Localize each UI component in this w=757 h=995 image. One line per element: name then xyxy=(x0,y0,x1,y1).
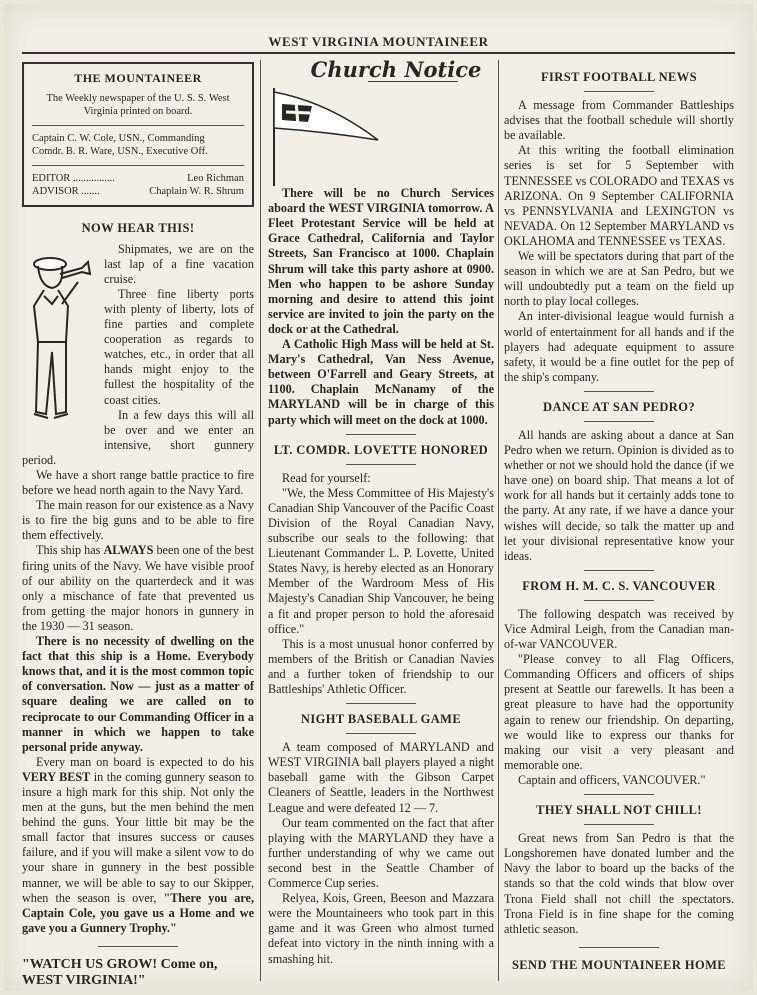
dance-paragraph: All hands are asking about a dance at San Pedro when we return. Opinion is divided as to whether or not we should hold the dance (if we have one) on board ship. That means a lot of work for all hands but it certainly adds tone to the party. At any rate, if we have a dance your wishes will decide, so talk the matter up and let your divisional representative know your ideas. xyxy=(504,427,734,563)
football-paragraph: An inter-divisional league would furnish a world of entertainment for all hands and if the players had adequate equipment to assure safety, it would be a fine outlet for the pep of the ship's company. xyxy=(504,309,734,384)
church-pennant-icon xyxy=(268,82,494,186)
football-paragraph: We will be spectators during that part of the season in which we are at San Pedro, but we will undoubtedly put a team on the field up north to play local colleges. xyxy=(504,249,734,309)
nht-text: in the coming gunnery season to insure a high mark for this ship. Not only the men at the guns, but the men behind the men behind the guns. Your little bit may be the small factor that insures success or causes failure, and if you will make a silent vow to do your share in gunnery in the best possible manner, we will be able to say to our Skipper, when the season is over, xyxy=(22,769,254,905)
church-notice-title: Church Notice xyxy=(310,57,482,82)
church-pennant xyxy=(268,82,494,186)
section-rule xyxy=(579,947,659,948)
chill-paragraph: Great news from San Pedro is that the Longshoremen have donated lumber and the Navy the labor to board up the backs of the stands so that the cold winds that blow over Trona Field shall not chill the spectators. Trona Field is in fine shape for the coming athletic season. xyxy=(504,831,734,936)
football-heading: FIRST FOOTBALL NEWS xyxy=(540,70,698,84)
info-box-divider xyxy=(32,125,244,126)
column-1 xyxy=(22,62,254,989)
section-rule xyxy=(584,91,654,92)
dance-heading: DANCE AT SAN PEDRO? xyxy=(543,399,695,414)
nht-paragraph: We have a short range battle practice to fire before we head north again to the Navy Yard. xyxy=(22,468,254,498)
masthead-rule xyxy=(22,52,735,54)
baseball-paragraph: Our team commented on the fact that after playing with the MARYLAND they have a further understanding of why we came out second best in the Seattle Chamber of Commerce Cup series. xyxy=(268,815,494,891)
footer-slogan: SEND THE MOUNTAINEER HOME xyxy=(511,957,727,972)
info-box-divider xyxy=(32,165,244,166)
nht-paragraph xyxy=(22,543,254,634)
lovette-paragraph: Read for yourself: xyxy=(282,470,371,485)
section-rule xyxy=(98,946,178,947)
sailor-bugler-icon xyxy=(22,242,98,452)
advisor-label: ADVISOR ....... xyxy=(32,186,100,197)
vancouver-heading: FROM H. M. C. S. VANCOUVER xyxy=(522,578,716,593)
info-box xyxy=(22,62,254,207)
nht-text: Every man on board is expected to do his xyxy=(36,754,254,769)
nht-paragraph xyxy=(22,755,254,936)
church-paragraph: A Catholic High Mass will be held at St. Mary's Cathedral, Van Ness Avenue, between O'Farrell and Geary Streets, at 1100. Chaplain McNanamy of the MARYLAND will be in charge of this party which will meet on the dock at 1000. xyxy=(268,337,494,427)
nht-emphasis: VERY BEST xyxy=(22,769,91,784)
section-rule xyxy=(346,434,416,435)
baseball-paragraph: A team composed of MARYLAND and WEST VIRGINIA ball players played a night baseball game with the Gibson Carpet Cleaners of Seattle, leaders in the Northwest League and were defeated 12 — 7. xyxy=(268,740,494,815)
vancouver-paragraph: Captain and officers, VANCOUVER." xyxy=(518,772,706,787)
advisor-name: Chaplain W. R. Shrum xyxy=(149,186,244,197)
nht-emphasis: ALWAYS xyxy=(103,543,154,558)
church-paragraph: There will be no Church Services aboard the WEST VIRGINIA tomorrow. A Fleet Protestant Service will be held at Grace Cathedral, California and Taylor Streets, San Francisco at 1000. Chaplain Shrum will take this party ashore at 0900. Men who happen to be ashore Sunday morning and desire to attend this joint service are invited to join the party on the dock or at the Cathedral. xyxy=(268,186,494,336)
column-divider-2 xyxy=(498,60,499,981)
lovette-paragraph: "We, the Mess Committee of His Majesty's Canadian Ship Vancouver of the Pacific Coast Division of the Royal Canadian Navy, subscribe our seals to the following: that Lieutenant Commander L. P. Lovette, United States Navy, is hereby elected as an Honorary Member of the Wardroom Mess of His Majesty's Canadian Ship Vancouver, he being a fit and proper person to hold the aforesaid office." xyxy=(268,485,494,636)
column-3 xyxy=(504,62,734,979)
section-rule xyxy=(584,600,654,601)
nht-text: This ship has xyxy=(36,543,104,558)
nht-paragraph: Three fine liberty ports with plenty of liberty, lots of fine parties and complete cooperation as regards to watches, etc., in order that all hands might enjoy to the fullest the hospitality of the coast cities. xyxy=(104,286,254,407)
captain-line: Captain C. W. Cole, USN., Commanding xyxy=(32,132,205,144)
exec-line: Comdr. B. R. Ware, USN., Executive Off. xyxy=(32,146,208,157)
info-box-description: The Weekly newspaper of the U. S. S. West Virginia printed on board. xyxy=(46,92,230,117)
section-rule xyxy=(584,794,654,795)
nht-quote: "There you are, Captain Cole, you gave us a Home and we gave you a Gunnery Trophy." xyxy=(22,890,254,935)
section-rule xyxy=(584,824,654,825)
column-2 xyxy=(268,57,494,967)
nht-text: been one of the best firing units of the Navy. We have visible proof of our ability on the quarterdeck and it was only a mischance of fate that prevented us from getting the major honors in gunnery in the 1930 — 31 season. xyxy=(22,543,255,633)
nht-paragraph: The main reason for our existence as a Navy is to fire the big guns and to be able to fire them effectively. xyxy=(22,498,254,543)
section-rule xyxy=(346,464,416,465)
nht-paragraph: In a few days this will all be over and we enter an intensive, short gunnery period. xyxy=(22,407,254,467)
section-rule xyxy=(584,421,654,422)
info-box-title: THE MOUNTAINEER xyxy=(74,71,202,85)
football-paragraph: At this writing the football elimination series is set for 5 September with TENNESSEE vs COLORADO and TEXAS vs ARIZONA. On 9 September CALIFORNIA vs PENNSYLVANIA and LEXINGTON vs NEVADA. On 12 September MARYLAND vs OKLAHOMA and TENNESSEE vs TEXAS. xyxy=(504,143,734,248)
nht-paragraph: Shipmates, we are on the last lap of a fine vacation cruise. xyxy=(104,241,254,286)
nht-paragraph: There is no necessity of dwelling on the fact that this ship is a Home. Everybody knows that, and it is the most common topic of conversation. Now — just as a matter of square dealing we are called on to reciprocate to our Commanding Officer in a manner in which we happen to take personal pride anyway. xyxy=(22,634,254,754)
now-hear-this-heading: NOW HEAR THIS! xyxy=(81,220,195,235)
lovette-heading: LT. COMDR. LOVETTE HONORED xyxy=(273,442,489,457)
slogan: "WATCH US GROW! Come on, WEST VIRGINIA!" xyxy=(22,956,218,988)
section-rule xyxy=(346,733,416,734)
column-divider-1 xyxy=(260,60,261,981)
lovette-paragraph: This is a most unusual honor conferred by members of the British or Canadian Navies and a further token of friendship to our Battleships' Athletic Officer. xyxy=(268,636,494,696)
section-rule xyxy=(346,703,416,704)
editor-line xyxy=(32,172,244,186)
vancouver-paragraph: "Please convey to all Flag Officers, Commanding Officers and officers of ships present at Seattle our farewells. It has been a great pleasure to have had the opportunity again to renew our friendship. On departing, we would like to express our thanks for making our visit a very pleasant and memorable one. xyxy=(504,652,734,772)
baseball-paragraph: Relyea, Kois, Green, Beeson and Mazzara were the Mountaineers who took part in this game and it was Green who almost turned defeat into victory in the ninth inning with a smashing hit. xyxy=(268,891,494,966)
football-paragraph: A message from Commander Battleships advises that the football schedule will shortly be available. xyxy=(504,98,734,143)
vancouver-paragraph: The following despatch was received by Vice Admiral Leigh, from the Canadian man-of-war VANCOUVER. xyxy=(504,606,734,652)
editor-label: EDITOR ................ xyxy=(32,172,115,184)
masthead: WEST VIRGINIA MOUNTAINEER xyxy=(268,34,489,49)
chill-heading: THEY SHALL NOT CHILL! xyxy=(536,803,702,818)
advisor-line xyxy=(32,185,244,199)
section-rule xyxy=(584,391,654,392)
baseball-heading: NIGHT BASEBALL GAME xyxy=(300,712,462,727)
section-rule xyxy=(584,570,654,571)
editor-name: Leo Richman xyxy=(187,172,244,184)
